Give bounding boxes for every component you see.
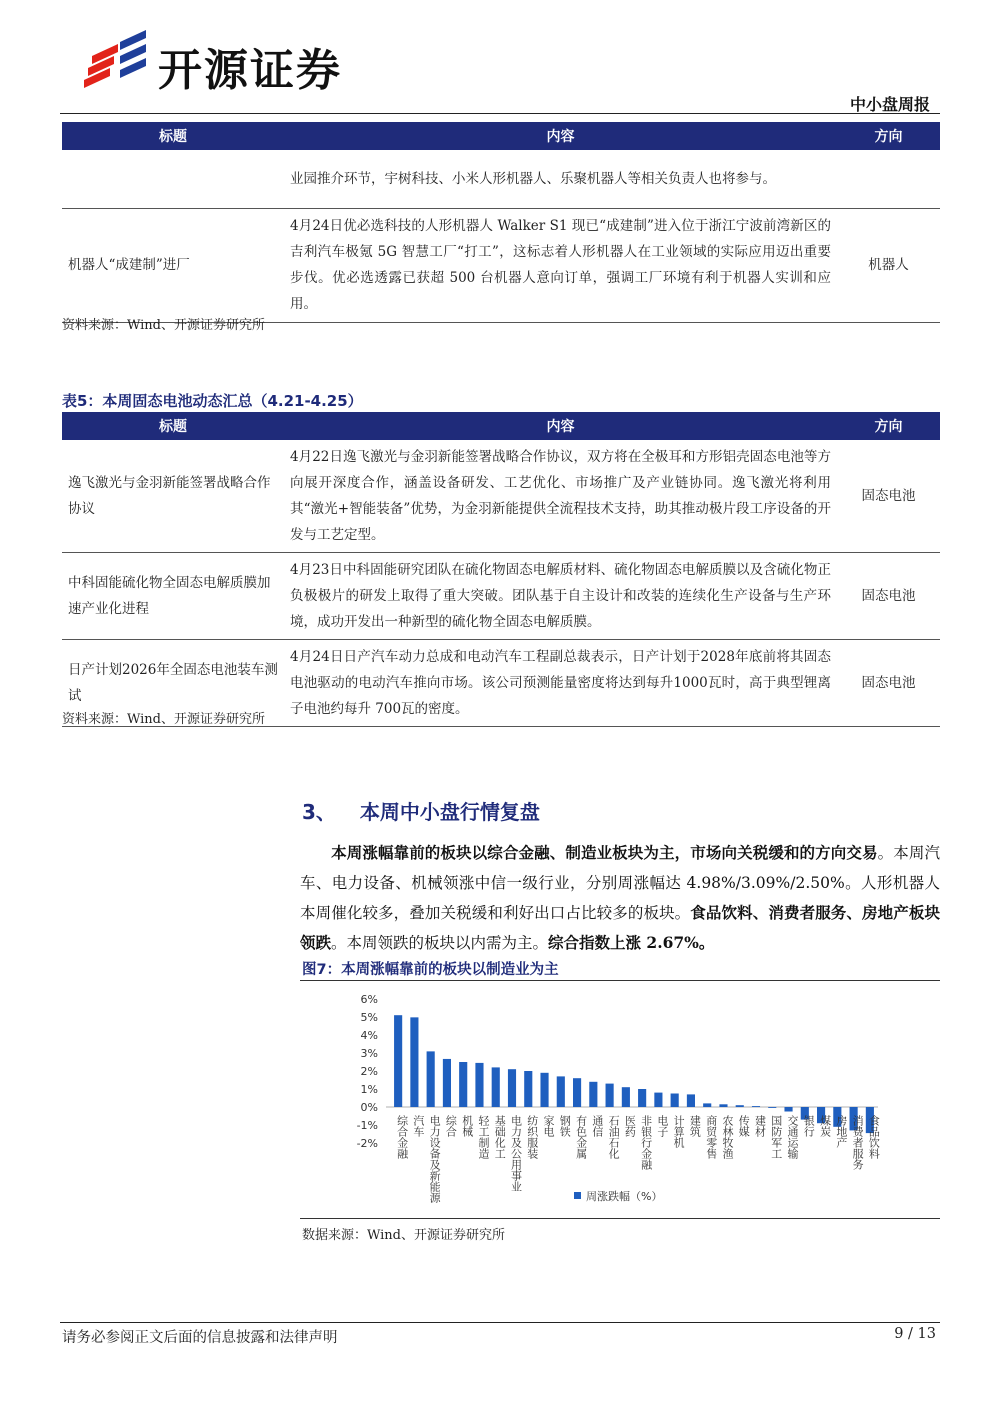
- row-direction: 固态电池: [837, 553, 940, 640]
- chart-bar: [719, 1104, 727, 1107]
- x-category-label: 食品饮料: [867, 1115, 881, 1159]
- y-tick-label: -1%: [356, 1119, 378, 1132]
- robot-news-table: [62, 122, 940, 323]
- row-content: 4月24日日产汽车动力总成和电动汽车工程副总裁表示，日产计划于2028年底前将其固态电池驱动的电动汽车推向市场。该公司预测能量密度将达到每升1000瓦时，高于典型锂离子电池约每升 700瓦的密度。: [284, 640, 837, 727]
- chart-bar: [492, 1067, 500, 1107]
- chart-bar: [557, 1076, 565, 1107]
- x-category-label: 交通运输: [786, 1115, 800, 1159]
- x-category-label: 商贸零售: [704, 1115, 718, 1159]
- y-tick-label: 3%: [360, 1047, 378, 1060]
- x-category-label: 有色金属: [574, 1115, 588, 1159]
- chart-bar: [784, 1107, 792, 1112]
- chart-bar: [410, 1017, 418, 1107]
- chart-bar: [622, 1087, 630, 1107]
- x-category-label: 综合金融: [395, 1115, 409, 1159]
- x-category-label: 电力设备及新能源: [428, 1115, 442, 1203]
- chart-bar: [427, 1051, 435, 1107]
- para-bold-index: 综合指数上涨 2.67%。: [548, 933, 715, 952]
- row-title: 机器人“成建制”进厂: [62, 208, 284, 322]
- para-bold-lead: 本周涨幅靠前的板块以综合金融、制造业板块为主，市场向关税缓和的方向交易: [331, 843, 878, 862]
- row-title: 中科固能硫化物全固态电解质膜加速产业化进程: [62, 553, 284, 640]
- section-heading: [302, 796, 540, 825]
- chart-bar: [589, 1082, 597, 1107]
- x-category-label: 房地产: [834, 1115, 848, 1148]
- column-header-content: 内容: [284, 412, 837, 440]
- footer-disclaimer: 请务必参阅正文后面的信息披露和法律声明: [62, 1330, 338, 1346]
- x-category-label: 基础化工: [493, 1115, 507, 1159]
- page-number: 9 / 13: [894, 1326, 936, 1342]
- report-type: 中小盘周报: [849, 95, 930, 114]
- chart-bar: [508, 1069, 516, 1107]
- brand-name: 开源证券: [158, 45, 342, 96]
- chart-bar: [654, 1093, 662, 1107]
- x-category-label: 石油石化: [607, 1115, 621, 1159]
- row-title: 日产计划2026年全固态电池装车测试: [62, 640, 284, 727]
- x-category-label: 银行: [802, 1115, 816, 1137]
- x-category-label: 煤炭: [818, 1115, 832, 1137]
- table-source: 资料来源：Wind、开源证券研究所: [62, 712, 265, 727]
- x-category-label: 国防军工: [769, 1115, 783, 1159]
- x-category-label: 轻工制造: [476, 1115, 490, 1159]
- para-text: 。本周领跌的板块以内需为主。: [331, 934, 549, 952]
- column-header-title: 标题: [62, 412, 284, 440]
- x-category-label: 家电: [542, 1115, 556, 1137]
- column-header-direction: 方向: [837, 412, 940, 440]
- row-content: 4月23日中科固能研究团队在硫化物固态电解质材料、硫化物固态电解质膜以及含硫化物正负极极片的研发上取得了重大突破。团队基于自主设计和改装的连续化生产设备与生产环境，成功开发出一种新型的硫化物全固态电解质膜。: [284, 553, 837, 640]
- section-title: 本周中小盘行情复盘: [359, 800, 540, 824]
- x-category-label: 建筑: [688, 1115, 702, 1137]
- y-tick-label: 5%: [360, 1011, 378, 1024]
- chart-bar: [459, 1062, 467, 1107]
- figure-title: 图7：本周涨幅靠前的板块以制造业为主: [302, 962, 559, 978]
- chart-bar: [573, 1078, 581, 1107]
- chart-bar: [752, 1106, 760, 1107]
- chart-bar: [638, 1089, 646, 1107]
- chart-bar: [687, 1094, 695, 1107]
- chart-bar: [736, 1105, 744, 1107]
- chart-bar: [671, 1094, 679, 1108]
- chart-bar: [394, 1015, 402, 1107]
- row-direction: [837, 150, 940, 208]
- figure-source: 数据来源：Wind、开源证券研究所: [302, 1228, 505, 1243]
- section-paragraph: [300, 838, 940, 958]
- row-content: 4月22日逸飞激光与金羽新能签署战略合作协议，双方将在全极耳和方形铝壳固态电池等方向展开深度合作，涵盖设备研发、工艺优化、市场推广及产业链协同。逸飞激光将利用其“激光+智能装备”优势，为金羽新能提供全流程技术支持，助其推动极片段工序设备的开发与工艺定型。: [284, 440, 837, 553]
- table-row: [62, 150, 940, 208]
- table-source: 资料来源：Wind、开源证券研究所: [62, 318, 265, 333]
- x-category-label: 机械: [460, 1115, 474, 1137]
- x-category-label: 非银行金融: [639, 1115, 653, 1170]
- x-category-label: 汽车: [411, 1115, 425, 1137]
- y-tick-label: -2%: [356, 1137, 378, 1150]
- legend-swatch: [574, 1192, 581, 1199]
- chart-bar: [540, 1073, 548, 1107]
- chart-bar: [703, 1103, 711, 1107]
- para-bold-decliners: 食品饮料、消费者服务、房地产板块领跌: [300, 903, 940, 952]
- brand-mark-icon: [80, 28, 150, 90]
- y-tick-label: 4%: [360, 1029, 378, 1042]
- chart-bar: [768, 1107, 776, 1108]
- table-title: 表5：本周固态电池动态汇总（4.21-4.25）: [62, 392, 363, 410]
- table-row: [62, 208, 940, 322]
- section-number: 3、: [302, 800, 336, 824]
- header-divider: [60, 113, 940, 114]
- chart-bar: [606, 1084, 614, 1107]
- column-header-title: 标题: [62, 122, 284, 150]
- chart-bar: [524, 1071, 532, 1107]
- y-tick-label: 1%: [360, 1083, 378, 1096]
- x-category-label: 消费者服务: [851, 1115, 865, 1170]
- brand-logo: [80, 28, 380, 96]
- chart-bar: [475, 1063, 483, 1107]
- column-header-direction: 方向: [837, 122, 940, 150]
- figure-bottom-rule: [300, 1218, 940, 1219]
- x-category-label: 纺织服装: [525, 1115, 539, 1159]
- column-header-content: 内容: [284, 122, 837, 150]
- figure-top-rule: [300, 980, 940, 981]
- x-category-label: 综合: [444, 1115, 458, 1137]
- y-tick-label: 6%: [360, 993, 378, 1006]
- sector-weekly-return-chart: [300, 982, 940, 1216]
- x-category-label: 医药: [623, 1115, 637, 1137]
- x-category-label: 建材: [753, 1115, 767, 1137]
- table-row: [62, 440, 940, 553]
- para-text: 。本周汽车、电力设备、机械领涨中信一级行业，分别周涨幅达 4.98%/3.09%/2.50%。人形机器人本周催化较多，叠加关税缓和利好出口占比较多的板块。: [300, 844, 940, 922]
- row-direction: 固态电池: [837, 440, 940, 553]
- footer-divider: [60, 1322, 940, 1323]
- y-tick-label: 0%: [360, 1101, 378, 1114]
- row-title: [62, 150, 284, 208]
- x-category-label: 电力及公用事业: [509, 1115, 523, 1192]
- row-direction: 机器人: [837, 208, 940, 322]
- x-category-label: 计算机: [672, 1115, 686, 1148]
- row-title: 逸飞激光与金羽新能签署战略合作协议: [62, 440, 284, 553]
- row-content: 4月24日优必选科技的人形机器人 Walker S1 现已“成建制”进入位于浙江宁波前湾新区的吉利汽车极氪 5G 智慧工厂“打工”，这标志着人形机器人在工业领域的实际应用迈出重要步伐。优必选透露已获超 500 台机器人意向订单，强调工厂环境有利于机器人实训和应用。: [284, 208, 837, 322]
- table-row: [62, 553, 940, 640]
- legend-label: 周涨跌幅（%）: [586, 1190, 663, 1203]
- x-category-label: 钢铁: [558, 1115, 572, 1137]
- row-content: 业园推介环节，宇树科技、小米人形机器人、乐聚机器人等相关负责人也将参与。: [284, 150, 837, 208]
- solid-state-battery-table: [62, 412, 940, 727]
- y-tick-label: 2%: [360, 1065, 378, 1078]
- x-category-label: 农林牧渔: [720, 1115, 734, 1159]
- x-category-label: 通信: [590, 1115, 604, 1137]
- x-category-label: 电子: [655, 1115, 669, 1137]
- chart-bar: [443, 1059, 451, 1107]
- x-category-label: 传媒: [737, 1115, 751, 1137]
- row-direction: 固态电池: [837, 640, 940, 727]
